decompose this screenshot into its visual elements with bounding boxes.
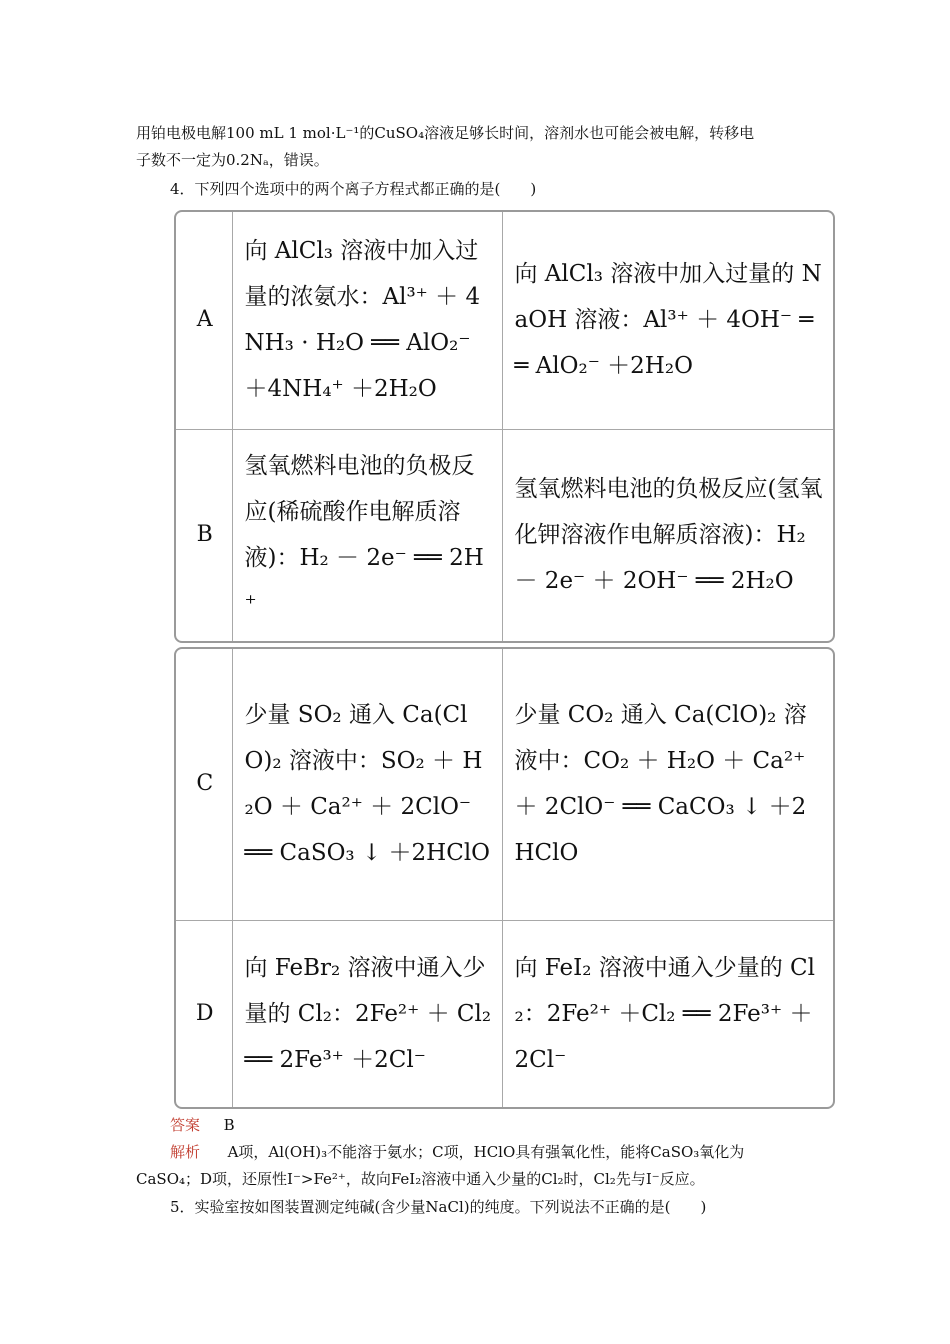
answer-line	[170, 1113, 235, 1137]
intro-line-2: 子数不一定为0.2Nₐ，错误。	[136, 151, 329, 169]
question-5-stem: 5．实验室按如图装置测定纯碱(含少量NaCl)的纯度。下列说法不正确的是( )	[170, 1198, 707, 1216]
option-label-a: A	[176, 212, 232, 429]
answer-value: B	[223, 1116, 235, 1134]
option-c-left: 少量 SO₂ 通入 Ca(ClO)₂ 溶液中：SO₂ ＋ H₂O ＋ Ca²⁺ ＋ 2ClO⁻ ══ CaSO₃ ↓ ＋2HClO	[232, 649, 502, 920]
table-row	[176, 649, 833, 920]
analysis-text-1: A项，Al(OH)₃不能溶于氨水；C项，HClO具有强氧化性，能将CaSO₃氧化为	[227, 1143, 745, 1161]
option-d-right: 向 FeI₂ 溶液中通入少量的 Cl₂：2Fe²⁺ ＋Cl₂ ══ 2Fe³⁺ ＋2Cl⁻	[502, 920, 833, 1107]
analysis-tag: 解析	[170, 1143, 201, 1161]
intro-line-1: 用铂电极电解100 mL 1 mol·L⁻¹的CuSO₄溶液足够长时间，溶剂水也可能会被电解，转移电	[136, 124, 755, 142]
analysis-line-1	[170, 1140, 744, 1164]
answer-tag: 答案	[170, 1116, 201, 1134]
option-a-left: 向 AlCl₃ 溶液中加入过量的浓氨水：Al³⁺ ＋ 4NH₃ · H₂O ══ AlO₂⁻ ＋4NH₄⁺ ＋2H₂O	[232, 212, 502, 429]
option-a-right: 向 AlCl₃ 溶液中加入过量的 NaOH 溶液：Al³⁺ ＋ 4OH⁻ ══ AlO₂⁻ ＋2H₂O	[502, 212, 833, 429]
option-label-d: D	[176, 920, 232, 1107]
option-d-left: 向 FeBr₂ 溶液中通入少量的 Cl₂：2Fe²⁺ ＋ Cl₂ ══ 2Fe³⁺ ＋2Cl⁻	[232, 920, 502, 1107]
option-label-b: B	[176, 429, 232, 641]
option-label-c: C	[176, 649, 232, 920]
table-bottom	[174, 647, 835, 1109]
option-b-right: 氢氧燃料电池的负极反应(氢氧化钾溶液作电解质溶液)：H₂ － 2e⁻ ＋ 2OH⁻ ══ 2H₂O	[502, 429, 833, 641]
table-row	[176, 429, 833, 641]
question-4-stem: 4．下列四个选项中的两个离子方程式都正确的是( )	[170, 180, 537, 198]
table-row	[176, 920, 833, 1107]
table-top	[174, 210, 835, 643]
option-c-right: 少量 CO₂ 通入 Ca(ClO)₂ 溶液中：CO₂ ＋ H₂O ＋ Ca²⁺ ＋ 2ClO⁻ ══ CaCO₃ ↓ ＋2HClO	[502, 649, 833, 920]
analysis-line-2: CaSO₄；D项，还原性I⁻>Fe²⁺，故向FeI₂溶液中通入少量的Cl₂时，Cl₂先与I⁻反应。	[136, 1170, 705, 1188]
option-b-left: 氢氧燃料电池的负极反应(稀硫酸作电解质溶液)：H₂ － 2e⁻ ══ 2H⁺	[232, 429, 502, 641]
table-row	[176, 212, 833, 429]
